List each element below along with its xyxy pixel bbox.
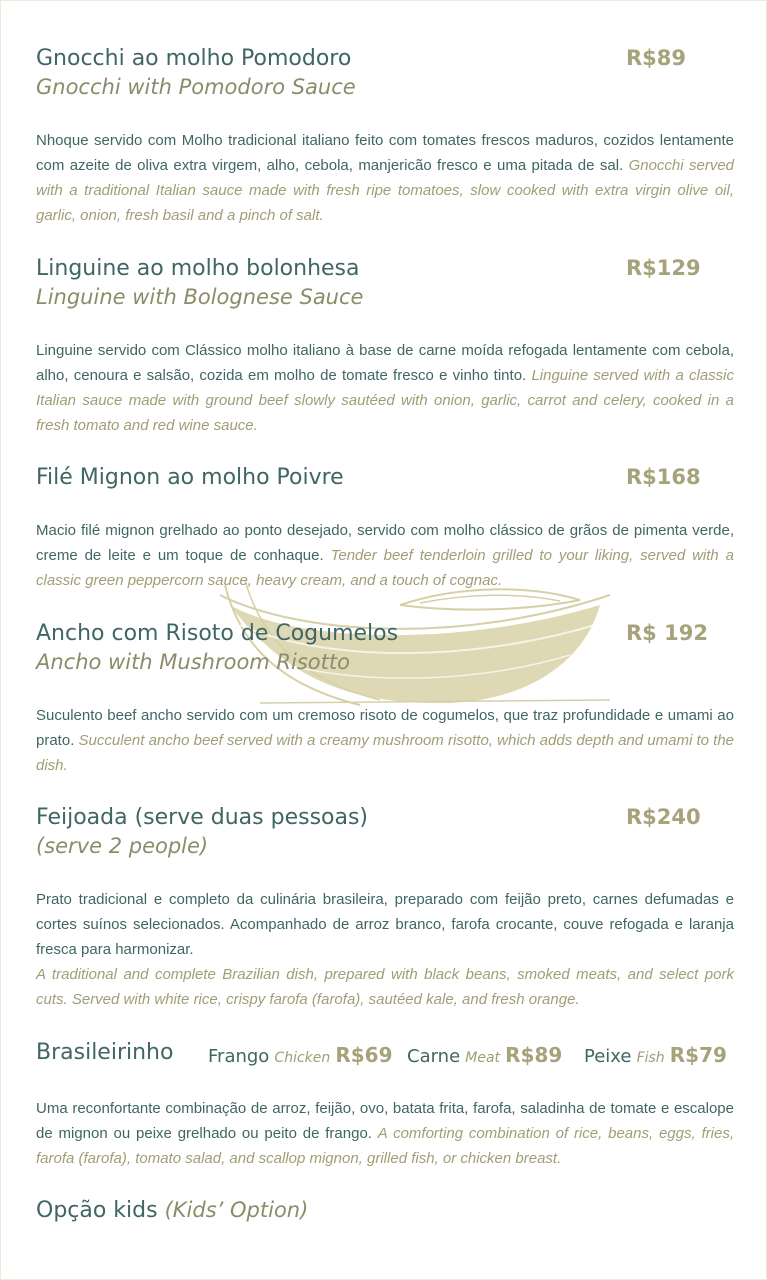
kids-heading [36, 1198, 308, 1223]
dish-description [36, 1096, 734, 1171]
description-en: Tender beef tenderloin grilled to your liking, served with a classic green peppercorn sauce, heavy cream, and a touch of cognac. [36, 547, 734, 589]
dish-title: Gnocchi ao molho Pomodoro [36, 46, 352, 71]
dish-subtitle: (serve 2 people) [36, 834, 209, 858]
dish-price: R$168 [626, 465, 701, 489]
option-english: Meat [465, 1050, 501, 1066]
option-price: R$69 [335, 1043, 393, 1067]
dish-description [36, 128, 734, 228]
dish-price: R$129 [626, 256, 701, 280]
description-pt: Suculento beef ancho servido com um cremoso risoto de cogumelos, que traz profundidade e umami ao prato. [36, 707, 734, 749]
option-english: Fish [636, 1050, 665, 1066]
dish-subtitle: Gnocchi with Pomodoro Sauce [36, 75, 356, 99]
description-pt: Macio filé mignon grelhado ao ponto desejado, servido com molho clássico de grãos de pimenta verde, creme de leite e um toque de conhaque. [36, 522, 734, 564]
description-en: Succulent ancho beef served with a creamy mushroom risotto, which adds depth and umami to the dish. [36, 732, 735, 774]
option-name: Peixe [584, 1046, 632, 1067]
description-pt: Nhoque servido com Molho tradicional italiano feito com tomates frescos maduros, cozidos lentamente com azeite de oliva extra virgem, alho, cebola, manjericão fresco e uma pitada de sal. [36, 132, 734, 174]
option-fish [584, 1043, 727, 1067]
option-price: R$89 [505, 1043, 563, 1067]
dish-title: Feijoada (serve duas pessoas) [36, 805, 369, 830]
dish-subtitle: Ancho with Mushroom Risotto [36, 650, 350, 674]
description-en: A traditional and complete Brazilian dish, prepared with black beans, smoked meats, and select pork cuts. Served with white rice, crispy farofa (farofa), sautéed kale, and fresh orange. [36, 966, 734, 1008]
description-en: A comforting combination of rice, beans, eggs, fries, farofa (farofa), tomato salad, and scallop mignon, grilled fish, or chicken breast. [36, 1125, 734, 1167]
dish-subtitle: Linguine with Bolognese Sauce [36, 285, 364, 309]
dish-description [36, 338, 734, 438]
description-en: Gnocchi served with a traditional Italian sauce made with fresh ripe tomatoes, slow cooked with extra virgin olive oil, garlic, onion, fresh basil and a pinch of salt. [36, 157, 735, 224]
description-en: Linguine served with a classic Italian sauce made with ground beef slowly sautéed with onion, garlic, carrot and celery, cooked in a fresh tomato and red wine sauce. [36, 367, 735, 434]
option-chicken [208, 1043, 393, 1067]
dish-price: R$240 [626, 805, 701, 829]
option-name: Frango [208, 1046, 270, 1067]
dish-title: Linguine ao molho bolonhesa [36, 256, 360, 281]
dish-description [36, 703, 734, 778]
dish-title: Filé Mignon ao molho Poivre [36, 465, 344, 490]
dish-description [36, 887, 734, 1012]
dish-price: R$89 [626, 46, 687, 70]
description-pt: Linguine servido com Clássico molho italiano à base de carne moída refogada lentamente com cebola, alho, cenoura e salsão, cozida em molho de tomate fresco e vinho tinto. [36, 342, 734, 384]
dish-title: Brasileirinho [36, 1040, 174, 1065]
dish-price: R$ 192 [626, 621, 708, 645]
description-pt: Prato tradicional e completo da culinária brasileira, preparado com feijão preto, carnes defumadas e cortes suínos selecionados. Acompanhado de arroz branco, farofa crocante, couve refogada e laranja fresca para harmonizar. [36, 891, 734, 958]
option-meat [407, 1043, 562, 1067]
description-pt: Uma reconfortante combinação de arroz, feijão, ovo, batata frita, farofa, saladinha de tomate e escalope de mignon ou peixe grelhado ou peito de frango. [36, 1100, 734, 1142]
dish-description [36, 518, 734, 593]
kids-title: Opção kids [36, 1198, 158, 1223]
kids-subtitle: (Kids’ Option) [164, 1198, 309, 1222]
option-price: R$79 [669, 1043, 727, 1067]
option-name: Carne [407, 1046, 461, 1067]
option-english: Chicken [274, 1050, 331, 1066]
dish-title: Ancho com Risoto de Cogumelos [36, 621, 399, 646]
